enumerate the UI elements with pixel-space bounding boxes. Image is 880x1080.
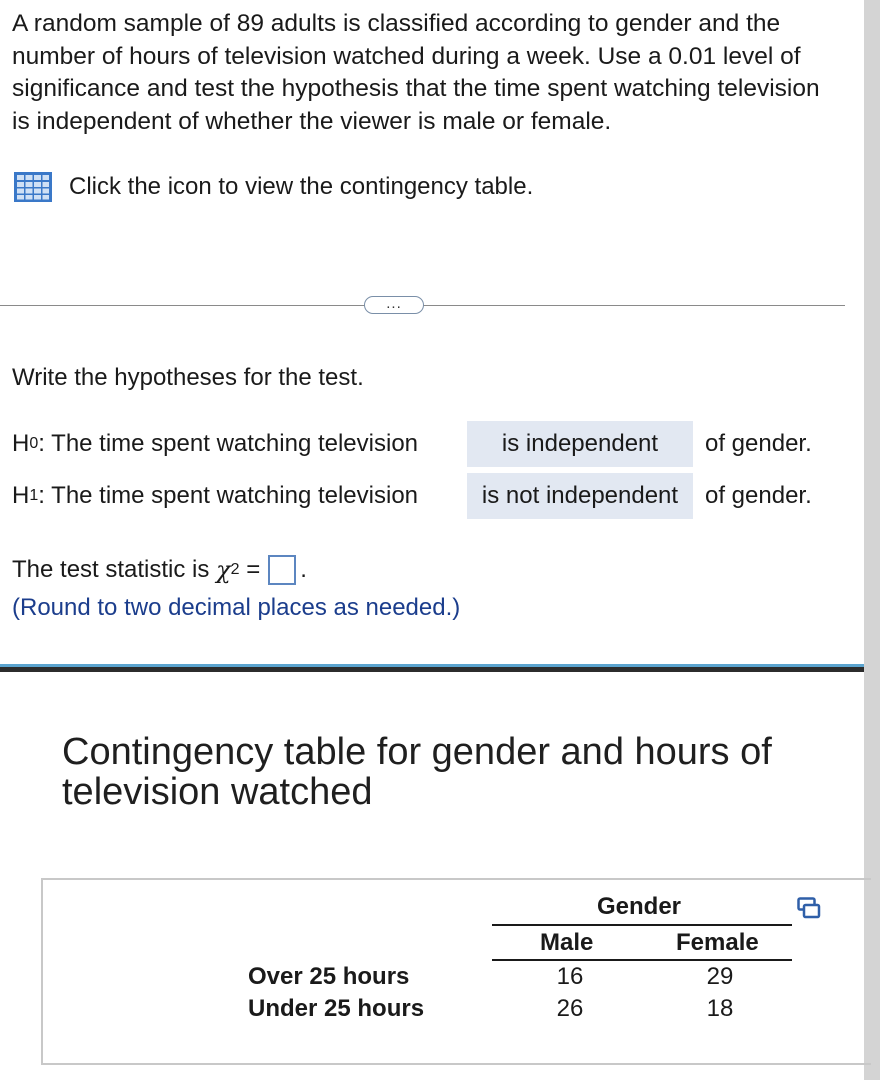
column-header-male: Male [540, 929, 594, 956]
hypotheses-title: Write the hypotheses for the test. [12, 364, 364, 391]
contingency-table-title: Contingency table for gender and hours of television watched [62, 731, 772, 813]
stat-suffix: . [300, 556, 307, 583]
h1-letter: H [12, 482, 30, 509]
header-rule-bottom [492, 959, 792, 961]
problem-statement: A random sample of 89 adults is classified according to gender and the number of hours of television watched during a week. Use a 0.01 level of significance and test the hypothesis that the time spent watching television is independent of whether the viewer is male or female. [12, 10, 820, 135]
cell-under25-female: 18 [706, 995, 734, 1022]
row-label-under-25: Under 25 hours [248, 995, 425, 1022]
h0-statement: H 0 : The time spent watching television [12, 430, 419, 457]
gender-header: Gender [597, 893, 682, 920]
h0-letter: H [12, 430, 30, 457]
contingency-table-link-row [14, 172, 533, 202]
popup-top-border [0, 664, 864, 672]
h0-suffix: of gender. [705, 430, 812, 457]
h1-answer-box[interactable] [467, 473, 693, 519]
expand-more-button[interactable]: ... [364, 296, 424, 314]
cell-under25-male: 26 [556, 995, 584, 1022]
row-label-over-25: Over 25 hours [248, 963, 410, 990]
copy-icon[interactable] [797, 897, 821, 919]
header-rule-top [492, 924, 792, 926]
stat-equals: = [246, 556, 261, 583]
h1-prefix: : The time spent watching television [38, 482, 419, 509]
h0-answer-box[interactable] [467, 421, 693, 467]
chi-symbol: χ [216, 556, 231, 584]
round-note: (Round to two decimal places as needed.) [12, 594, 461, 621]
h1-statement: H 1 : The time spent watching television [12, 482, 419, 509]
column-header-female: Female [676, 929, 759, 956]
test-statistic-input[interactable] [268, 555, 296, 585]
test-statistic-line: The test statistic is χ 2 = . [12, 556, 307, 584]
h0-answer: is independent [501, 430, 659, 457]
cell-over25-male: 16 [556, 963, 584, 990]
h1-answer: is not independent [481, 482, 679, 509]
stat-prefix: The test statistic is [12, 556, 210, 583]
cell-over25-female: 29 [706, 963, 734, 990]
table-grid-icon[interactable] [14, 172, 52, 202]
h1-suffix: of gender. [705, 482, 812, 509]
icon-hint-text: Click the icon to view the contingency table. [69, 173, 534, 200]
h0-prefix: : The time spent watching television [38, 430, 419, 457]
